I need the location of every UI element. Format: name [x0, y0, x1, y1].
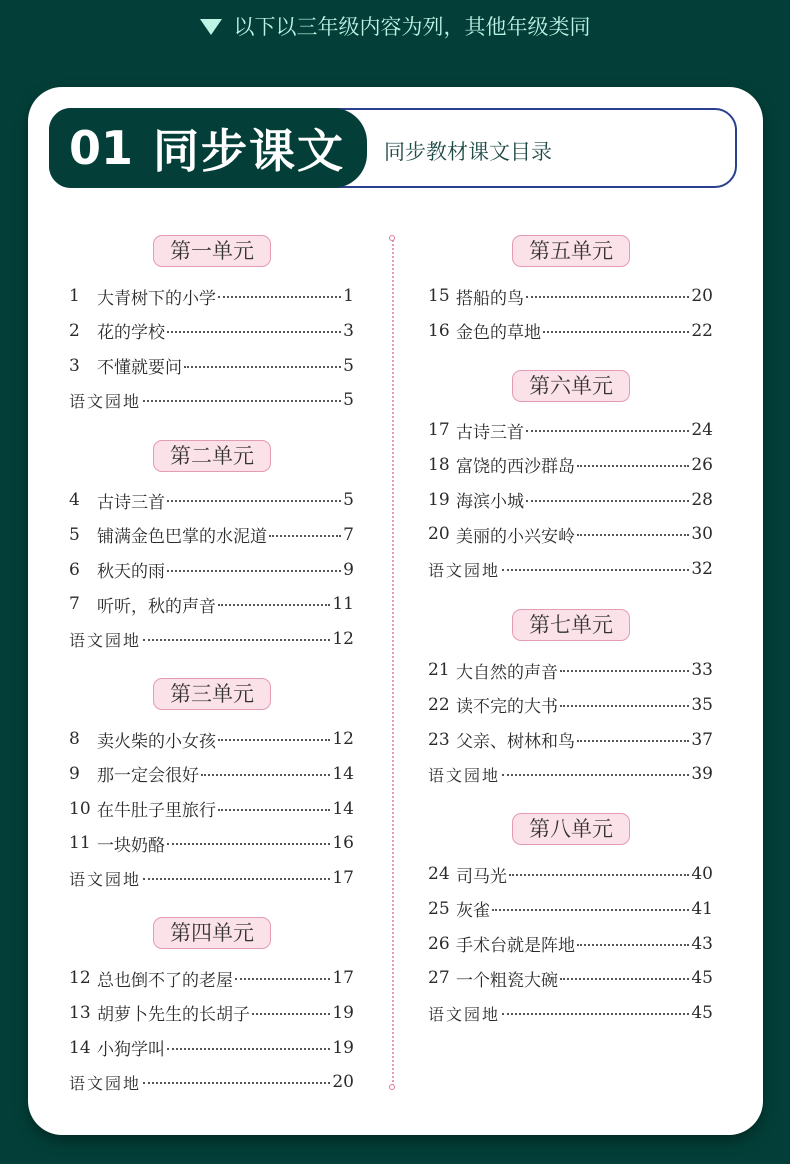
divider-bottom-cap	[389, 1084, 395, 1090]
entry-title: 总也倒不了的老屋	[97, 970, 233, 991]
entry-page-number: 14	[332, 798, 354, 819]
toc-entry[interactable]	[69, 1036, 354, 1060]
toc-entry[interactable]	[428, 522, 713, 546]
entry-number: 25	[428, 898, 450, 919]
entry-title: 小狗学叫	[97, 1040, 165, 1061]
toc-entry[interactable]	[428, 862, 713, 886]
entry-number: 16	[428, 320, 450, 341]
entry-page-number: 45	[691, 1003, 713, 1024]
entry-number: 24	[428, 864, 450, 884]
toc-entry[interactable]	[69, 866, 354, 890]
toc-entry[interactable]	[428, 453, 713, 477]
entry-number: 6	[69, 559, 80, 580]
dot-leader	[502, 569, 689, 571]
dot-leader	[143, 1082, 330, 1084]
entry-title: 语文园地	[428, 765, 501, 785]
entry-number: 10	[69, 798, 91, 819]
entry-number: 2	[69, 320, 80, 341]
entry-number: 14	[69, 1037, 91, 1058]
toc-entry[interactable]	[69, 592, 354, 616]
entry-page-number: 1	[343, 286, 354, 306]
dot-leader	[252, 1013, 330, 1015]
entry-number: 4	[69, 490, 80, 510]
entry-page-number: 11	[332, 594, 354, 615]
entry-title: 语文园地	[69, 869, 142, 889]
entry-page-number: 17	[332, 968, 354, 988]
dot-leader	[269, 535, 341, 537]
entry-page-number: 12	[332, 629, 354, 650]
entry-number: 15	[428, 286, 450, 306]
dot-leader	[167, 843, 330, 845]
entry-title: 卖火柴的小女孩	[97, 731, 216, 752]
unit-badge: 第四单元	[153, 917, 271, 949]
section-title: 同步课文	[153, 124, 346, 178]
entry-title: 古诗三首	[97, 492, 165, 513]
toc-entry[interactable]	[69, 284, 354, 308]
unit-badge: 第二单元	[153, 440, 271, 472]
entry-title: 语文园地	[428, 560, 501, 580]
entry-page-number: 26	[691, 454, 713, 475]
entry-title: 读不完的大书	[456, 697, 558, 718]
entry-page-number: 30	[691, 524, 713, 545]
toc-entry[interactable]	[428, 1001, 713, 1025]
entry-page-number: 32	[691, 559, 713, 580]
toc-entry[interactable]	[69, 523, 354, 547]
entry-page-number: 17	[332, 868, 354, 889]
entry-number: 23	[428, 729, 450, 750]
unit-badge: 第八单元	[512, 813, 630, 845]
dot-leader	[577, 944, 689, 946]
dot-leader	[167, 1048, 330, 1050]
toc-entry[interactable]	[69, 762, 354, 786]
triangle-down-icon	[200, 19, 222, 35]
dot-leader	[526, 430, 689, 432]
entry-page-number: 5	[343, 490, 354, 510]
entry-number: 18	[428, 454, 450, 475]
toc-entry[interactable]	[428, 932, 713, 956]
dot-leader	[560, 705, 689, 707]
entry-title: 秋天的雨	[97, 562, 165, 583]
entry-title: 在牛肚子里旅行	[97, 801, 216, 822]
unit-badge: 第三单元	[153, 678, 271, 710]
entry-title: 铺满金色巴掌的水泥道	[97, 527, 267, 548]
dot-leader	[509, 874, 689, 876]
unit-badge: 第七单元	[512, 609, 630, 641]
entry-title: 听听，秋的声音	[97, 596, 216, 617]
toc-entry[interactable]	[428, 284, 713, 308]
dot-leader	[577, 740, 689, 742]
entry-title: 语文园地	[69, 391, 142, 411]
dot-leader	[560, 670, 689, 672]
dot-leader	[143, 878, 330, 880]
entry-number: 5	[69, 524, 80, 545]
entry-number: 20	[428, 524, 450, 545]
entry-page-number: 33	[691, 660, 713, 680]
entry-page-number: 14	[332, 763, 354, 784]
top-banner	[0, 0, 790, 52]
unit-badge: 第一单元	[153, 235, 271, 267]
toc-entry[interactable]	[69, 966, 354, 990]
dot-leader	[143, 400, 341, 402]
toc-entry[interactable]	[69, 354, 354, 378]
entry-page-number: 45	[691, 968, 713, 989]
entry-title: 一块奶酪	[97, 835, 165, 856]
entry-title: 大自然的声音	[456, 662, 558, 683]
toc-entry[interactable]	[428, 319, 713, 343]
section-header	[49, 108, 737, 188]
entry-number: 9	[69, 763, 80, 784]
dot-leader	[167, 331, 341, 333]
entry-page-number: 3	[343, 320, 354, 341]
entry-page-number: 19	[332, 1002, 354, 1023]
toc-entry[interactable]	[69, 797, 354, 821]
toc-entry[interactable]	[69, 558, 354, 582]
entry-title: 胡萝卜先生的长胡子	[97, 1005, 250, 1026]
dot-leader	[577, 465, 689, 467]
entry-page-number: 16	[332, 833, 354, 854]
entry-number: 1	[69, 286, 80, 306]
toc-entry[interactable]	[428, 693, 713, 717]
entry-page-number: 5	[343, 355, 354, 376]
entry-number: 13	[69, 1002, 91, 1023]
toc-entry[interactable]	[69, 319, 354, 343]
dot-leader	[492, 909, 689, 911]
toc-entry[interactable]	[428, 557, 713, 581]
toc-entry[interactable]	[428, 418, 713, 442]
dot-leader	[560, 978, 689, 980]
entry-title: 海滨小城	[456, 492, 524, 513]
toc-entry[interactable]	[69, 627, 354, 651]
entry-page-number: 22	[691, 320, 713, 341]
entry-title: 语文园地	[69, 1073, 142, 1093]
dot-leader	[201, 774, 330, 776]
dot-leader	[167, 500, 341, 502]
entry-title: 灰雀	[456, 901, 490, 922]
entry-page-number: 12	[332, 729, 354, 749]
entry-number: 7	[69, 594, 80, 615]
entry-title: 语文园地	[69, 630, 142, 650]
entry-page-number: 43	[691, 933, 713, 954]
toc-entry[interactable]	[69, 1001, 354, 1025]
entry-page-number: 37	[691, 729, 713, 750]
entry-number: 21	[428, 660, 450, 680]
toc-entry[interactable]	[69, 727, 354, 751]
entry-title: 搭船的鸟	[456, 288, 524, 309]
dot-leader	[167, 570, 341, 572]
toc-entry[interactable]	[428, 966, 713, 990]
entry-title: 不懂就要问	[97, 358, 182, 379]
entry-number: 17	[428, 420, 450, 440]
toc-entry[interactable]	[428, 762, 713, 786]
entry-title: 司马光	[456, 866, 507, 887]
entry-title: 古诗三首	[456, 422, 524, 443]
entry-page-number: 20	[332, 1072, 354, 1093]
dot-leader	[235, 978, 330, 980]
section-number: 01	[69, 121, 134, 175]
entry-page-number: 9	[343, 559, 354, 580]
toc-entry[interactable]	[428, 728, 713, 752]
entry-title: 父亲、树林和鸟	[456, 732, 575, 753]
dot-leader	[184, 366, 341, 368]
entry-page-number: 28	[691, 489, 713, 510]
divider-top-cap	[389, 235, 395, 241]
unit-badge: 第五单元	[512, 235, 630, 267]
entry-page-number: 7	[343, 524, 354, 545]
entry-number: 19	[428, 489, 450, 510]
dot-leader	[577, 534, 689, 536]
entry-title: 手术台就是阵地	[456, 936, 575, 957]
entry-page-number: 41	[691, 898, 713, 919]
banner-text: 以下以三年级内容为列，其他年级类同	[233, 15, 591, 39]
entry-number: 8	[69, 729, 80, 749]
entry-title: 花的学校	[97, 323, 165, 344]
toc-entry[interactable]	[69, 488, 354, 512]
entry-title: 富饶的西沙群岛	[456, 457, 575, 478]
entry-number: 22	[428, 694, 450, 715]
entry-title: 大青树下的小学	[97, 288, 216, 309]
section-title-pill	[49, 108, 367, 188]
dot-leader	[526, 296, 689, 298]
entry-number: 11	[69, 833, 91, 854]
entry-page-number: 35	[691, 694, 713, 715]
entry-page-number: 24	[691, 420, 713, 440]
unit-badge: 第六单元	[512, 370, 630, 402]
dot-leader	[502, 1013, 689, 1015]
toc-entry[interactable]	[428, 897, 713, 921]
dot-leader	[218, 604, 330, 606]
dot-leader	[543, 331, 689, 333]
entry-title: 一个粗瓷大碗	[456, 970, 558, 991]
toc-card	[28, 87, 763, 1135]
toc-entry[interactable]	[69, 1070, 354, 1094]
dot-leader	[218, 296, 341, 298]
entry-number: 3	[69, 355, 80, 376]
column-divider	[392, 240, 394, 1086]
section-subtitle: 同步教材课文目录	[384, 140, 552, 164]
entry-title: 那一定会很好	[97, 766, 199, 787]
entry-number: 12	[69, 968, 91, 988]
dot-leader	[218, 739, 330, 741]
dot-leader	[143, 639, 330, 641]
dot-leader	[502, 774, 689, 776]
entry-page-number: 5	[343, 390, 354, 411]
entry-page-number: 19	[332, 1037, 354, 1058]
toc-entry[interactable]	[69, 388, 354, 412]
dot-leader	[526, 500, 689, 502]
entry-title: 金色的草地	[456, 323, 541, 344]
entry-title: 美丽的小兴安岭	[456, 526, 575, 547]
entry-page-number: 20	[691, 286, 713, 306]
toc-entry[interactable]	[69, 831, 354, 855]
entry-title: 语文园地	[428, 1004, 501, 1024]
dot-leader	[218, 809, 330, 811]
toc-entry[interactable]	[428, 488, 713, 512]
entry-page-number: 39	[691, 764, 713, 785]
entry-number: 26	[428, 933, 450, 954]
toc-entry[interactable]	[428, 658, 713, 682]
entry-page-number: 40	[691, 864, 713, 884]
entry-number: 27	[428, 968, 450, 989]
